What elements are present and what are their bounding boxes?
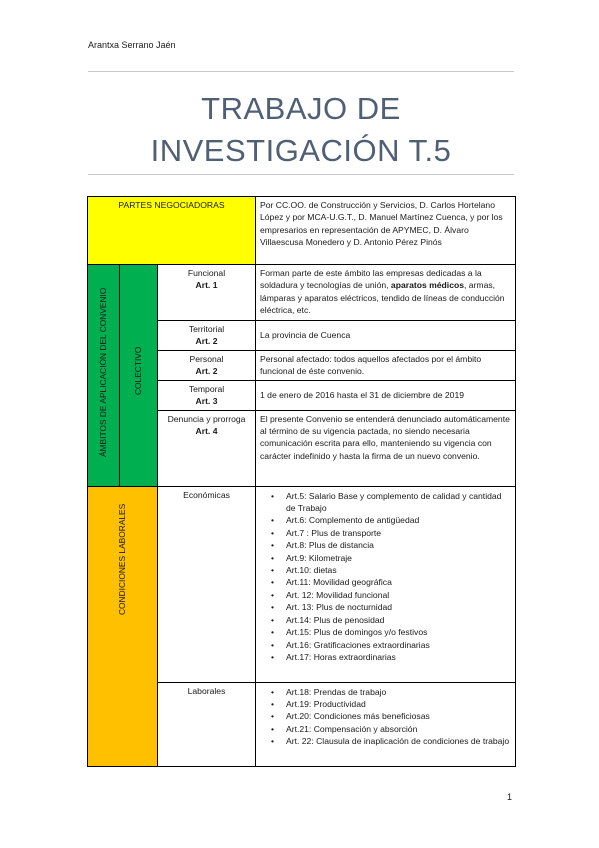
list-item: • Art.14: Plus de penosidad [286, 614, 511, 626]
ambitos-label-line-1: ÁMBITOS DE APLICACIÓN DEL CONVENIO [98, 287, 108, 457]
list-item: • Art. 13: Plus de nocturnidad [286, 601, 511, 613]
ambito-name: Temporal [188, 383, 225, 394]
ambito-text-tail: , armas, lámparas y aparatos eléctricos, tendido de líneas de conducción eléctrica, etc. [260, 280, 505, 316]
ambito-article: Art. 2 [195, 366, 218, 377]
ambito-name-cell [158, 380, 256, 410]
ambito-article: Art. 1 [195, 280, 218, 291]
ambito-name: Funcional [187, 268, 226, 278]
laborales-name-cell [158, 682, 256, 766]
list-item: • Art.18: Prendas de trabajo [286, 686, 511, 698]
condiciones-label-cell [88, 486, 158, 766]
list-item: • Art.17: Horas extraordinarias [286, 651, 511, 663]
list-item: • Art.16: Gratificaciones extraordinarias [286, 639, 511, 651]
ambito-text: La provincia de Cuenca [260, 330, 351, 341]
economicas-name-cell [158, 486, 256, 682]
laborales-items-cell [256, 682, 516, 766]
ambito-name-cell [158, 321, 256, 351]
ambito-name-cell [158, 410, 256, 486]
ambitos-label-cell-1 [88, 265, 120, 487]
partes-row [88, 197, 516, 265]
partes-text: Por CC.OO. de Construcción y Servicios, D. Carlos Hortelano López y por MCA-U.G.T., D. Manuel Martínez Cuenca, y por los empresarios en representación de APYMEC, D. Álvaro Villaescusa Monedero y D. Antonio Pérez Pinós [260, 200, 503, 248]
ambito-article: Art. 3 [195, 396, 218, 407]
list-item: • Art.7 : Plus de transporte [286, 527, 511, 539]
list-item: • Art.6: Complemento de antigüedad [286, 514, 511, 526]
partes-label: PARTES NEGOCIADORAS [118, 200, 225, 210]
economicas-name: Económicas [183, 489, 230, 500]
list-item: • Art.5: Salario Base y complemento de calidad y cantidad de Trabajo [286, 490, 511, 515]
list-item: • Art.20: Condiciones más beneficiosas [286, 710, 511, 722]
ambitos-label-cell-2 [120, 265, 158, 487]
ambito-name-cell [158, 350, 256, 380]
condiciones-label: CONDICIONES LABORALES [117, 503, 127, 615]
list-item: • Art.19: Productividad [286, 698, 511, 710]
summary-table [87, 196, 516, 767]
ambito-name: Personal [189, 353, 224, 364]
document-title [88, 88, 514, 172]
laborales-name: Laborales [187, 685, 226, 696]
ambito-text-cell [256, 321, 516, 351]
economicas-list [260, 490, 511, 664]
partes-text-cell [256, 197, 516, 265]
ambito-text: Personal afectado: todos aquellos afectados por el ámbito funcional de éste convenio. [260, 353, 482, 377]
ambito-text-bold: aparatos médicos [390, 280, 464, 291]
ambito-text: Forman parte de este ámbito las empresas dedicadas a la soldadura y tecnologías de unión, [260, 268, 482, 291]
title-line-2: INVESTIGACIÓN T.5 [150, 133, 452, 168]
header-author: Arantxa Serrano Jaén [88, 40, 176, 50]
list-item: • Art.15: Plus de domingos y/o festivos [286, 626, 511, 638]
ambito-text: 1 de enero de 2016 hasta el 31 de diciembre de 2019 [260, 390, 465, 401]
ambito-text-cell [256, 410, 516, 486]
list-item: • Art. 22: Clausula de inaplicación de condiciones de trabajo [286, 735, 511, 747]
ambito-text: El presente Convenio se entenderá denunciado automáticamente al término de su vigencia pactada, no siendo necesaria comunicación escrita para ello, manteniendo su vigencia con carácter indefinido y hasta la firma de un nuevo convenio. [260, 413, 510, 461]
ambito-article: Art. 4 [195, 426, 218, 437]
ambito-text-cell [256, 380, 516, 410]
list-item: • Art.8: Plus de distancia [286, 539, 511, 551]
ambito-row [88, 265, 516, 321]
ambito-text-cell [256, 350, 516, 380]
header-rule [88, 71, 514, 72]
list-item: • Art. 12: Movilidad funcional [286, 589, 511, 601]
title-rule [88, 174, 514, 175]
list-item: • Art.9: Kilometraje [286, 552, 511, 564]
ambito-article: Art. 2 [195, 336, 218, 347]
laborales-list [260, 686, 511, 748]
list-item: • Art.10: dietas [286, 564, 511, 576]
ambito-text-cell [256, 265, 516, 321]
economicas-row [88, 486, 516, 682]
list-item: • Art.11: Movilidad geográfica [286, 576, 511, 588]
economicas-items-cell [256, 486, 516, 682]
ambito-name: Territorial [188, 324, 225, 334]
page-number: 1 [507, 792, 513, 802]
list-item: • Art.21: Compensación y absorción [286, 723, 511, 735]
title-line-1: TRABAJO DE [201, 91, 401, 126]
ambito-name-cell [158, 265, 256, 321]
partes-label-cell [88, 197, 256, 265]
ambitos-label-line-2: COLECTIVO [133, 346, 143, 396]
ambito-name: Denuncia y prorroga [167, 413, 246, 424]
